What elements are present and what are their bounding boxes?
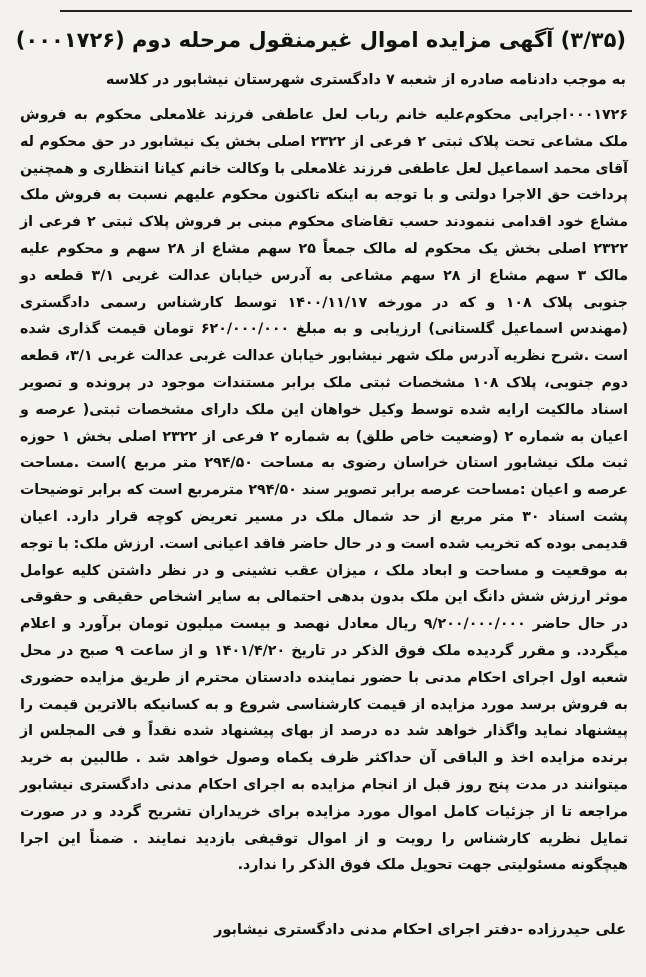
notice-headline: (۳/۳۵) آگهی مزایده اموال غیرمنقول مرحله دوم (۰۰۰۱۷۲۶) bbox=[15, 28, 626, 52]
top-divider bbox=[60, 10, 632, 12]
notice-first-line: به موجب دادنامه صادره از شعبه ۷ دادگستری شهرستان نیشابور در کلاسه bbox=[105, 72, 626, 88]
notice-body: ۰۰۰۱۷۲۶اجرایی محکوم‌علیه خانم رباب لعل عاطفی فرزند غلامعلی محکوم به فروش ملک مشاعی تحت پلاک ثبتی ۲ فرعی از ۲۳۲۲ اصلی بخش یک نیشابور در حق محکوم له آقای محمد اسماعیل لعل عاطفی فرزند غلامعلی با وکالت خانم کیانا انتظاری و همچنین پرداخت حق الاجرا دولتی و با توجه به اینکه تاکنون محکوم علیهم نسبت به فروش ملک مشاع خود اقدامی ننمودند حسب تقاضای محکوم مبنی بر فروش پلاک ثبتی ۲ فرعی از ۲۳۲۲ اصلی بخش یک محکوم له مالک جمعاً ۲۵ سهم مشاع از ۲۸ سهم و محکوم علیه مالک ۳ سهم مشاع از ۲۸ سهم مشاعی به آدرس خیابان عدالت غربی ۳/۱ قطعه دو جنوبی پلاک ۱۰۸ و که در مورخه ۱۴۰۰/۱۱/۱۷ توسط کارشناس رسمی دادگستری (مهندس اسماعیل گلستانی) ارزیابی و به مبلغ ۶۲۰/۰۰۰/۰۰۰ تومان قیمت گذاری شده است .شرح نظریه آدرس ملک شهر نیشابور خیابان عدالت غربی عدالت غربی ۳/۱، قطعه دوم جنوبی، پلاک ۱۰۸ مشخصات ثبتی ملک برابر مستندات موجود در پرونده و تصویر اسناد مالکیت ارایه شده توسط وکیل خواهان این ملک دارای مشخصات ثبتی( عرصه و اعیان به شماره ۲ (وضعیت خاص طلق) به شماره ۲ فرعی از ۲۳۲۲ اصلی بخش ۱ حوزه ثبت ملک نیشابور استان خراسان رضوی به مساحت ۲۹۴/۵۰ متر مربع )است .مساحت عرصه و اعیان :مساحت عرصه برابر تصویر سند ۲۹۴/۵۰ مترمربع است که برابر توضیحات پشت اسناد ۳۰ متر مربع از حد شمال ملک در مسیر تعریض کوچه قرار دارد. اعیان قدیمی بوده که تخریب شده است و در حال حاضر فاقد اعیانی است. ارزش ملک: با توجه به موقعیت و مساحت و ابعاد ملک ، میزان عقب نشینی و در نظر داشتن کلیه عوامل موثر ارزش شش دانگ این ملک بدون بدهی احتمالی به سایر اشخاص حقیقی و حقوقی در حال حاضر ۹/۲۰۰/۰۰۰/۰۰۰ ریال معادل نهصد و بیست میلیون تومان برآورد و اعلام میگردد. و مقرر گردیده ملک فوق الذکر در تاریخ ۱۴۰۱/۴/۲۰ و از ساعت ۹ صبح در محل شعبه اول اجرای احکام مدنی با حضور نماینده دادستان محترم از طریق مزایده حضوری به فروش برسد مورد مزایده از قیمت کارشناسی شروع و به کسانیکه بالاترین قیمت را پیشنهاد نماید واگذار خواهد شد ده درصد از بهای پیشنهاد شده نقداً و فی المجلس از برنده مزایده اخذ و الباقی آن حداکثر ظرف یکماه وصول خواهد شد . طالبین به خرید میتوانند در مدت پنج روز قبل از انجام مزایده به اجرای احکام مدنی دادگستری نیشابور مراجعه تا از جزئیات کامل اموال مورد مزایده برای خریداران تشریح گردد و در صورت تمایل نظریه کارشناس را رویت و از اموال توقیفی بازدید نمایند . ضمناً این اجرا هیچگونه مسئولیتی جهت تحویل ملک فوق الذکر را ندارد. bbox=[20, 107, 629, 874]
notice-signature: علی حیدرزاده -دفتر اجرای احکام مدنی دادگستری نیشابور bbox=[214, 922, 626, 938]
